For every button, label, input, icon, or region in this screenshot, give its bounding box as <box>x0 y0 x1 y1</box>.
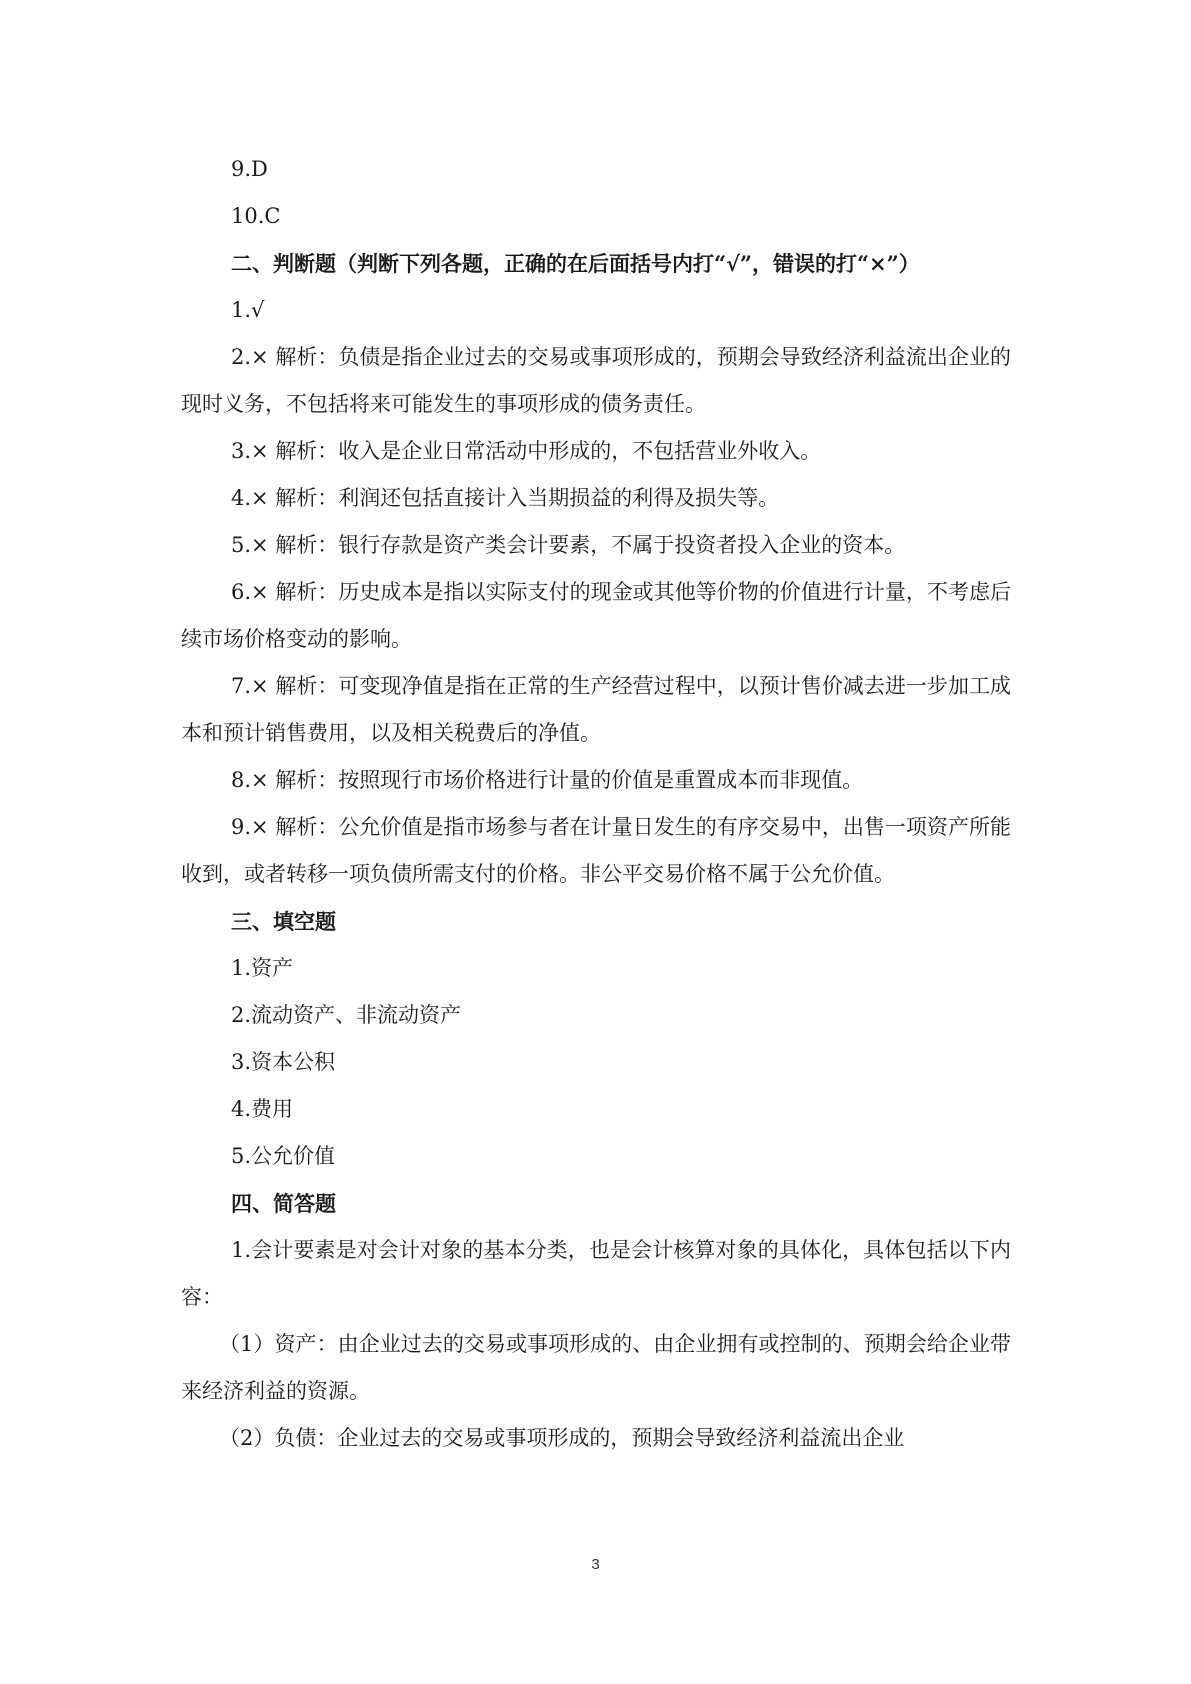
text-line: （1）资产：由企业过去的交易或事项形成的、由企业拥有或控制的、预期会给企业带来经济利益的资源。 <box>181 1332 1011 1403</box>
text-line: 9.× 解析：公允价值是指市场参与者在计量日发生的有序交易中，出售一项资产所能收到，或者转移一项负债所需支付的价格。非公平交易价格不属于公允价值。 <box>181 815 1011 886</box>
text-line: 10.C <box>231 204 281 228</box>
text-line: 1.√ <box>231 298 265 322</box>
text-line: 5.公允价值 <box>231 1144 336 1168</box>
document-body <box>181 146 1011 1462</box>
section-heading: 三、填空题 <box>231 909 336 934</box>
text-line: （2）负债：企业过去的交易或事项形成的，预期会导致经济利益流出企业 <box>219 1426 905 1450</box>
text-line: 7.× 解析：可变现净值是指在正常的生产经营过程中，以预计售价减去进一步加工成本和预计销售费用，以及相关税费后的净值。 <box>181 674 1011 745</box>
text-line: 4.费用 <box>231 1097 294 1121</box>
section-heading: 二、判断题（判断下列各题，正确的在后面括号内打“√”，错误的打“×”） <box>231 251 920 276</box>
text-line: 1.会计要素是对会计对象的基本分类，也是会计核算对象的具体化，具体包括以下内容： <box>181 1238 1011 1309</box>
text-line: 6.× 解析：历史成本是指以实际支付的现金或其他等价物的价值进行计量，不考虑后续市场价格变动的影响。 <box>181 580 1011 651</box>
text-line: 8.× 解析：按照现行市场价格进行计量的价值是重置成本而非现值。 <box>231 768 864 792</box>
text-line: 1.资产 <box>231 956 294 980</box>
text-line: 4.× 解析：利润还包括直接计入当期损益的利得及损失等。 <box>231 486 780 510</box>
text-line: 9.D <box>231 157 268 181</box>
page-number: 3 <box>591 1556 600 1573</box>
text-line: 2.流动资产、非流动资产 <box>231 1003 462 1027</box>
section-heading: 四、简答题 <box>231 1191 336 1216</box>
text-line: 3.资本公积 <box>231 1050 336 1074</box>
text-line: 2.× 解析：负债是指企业过去的交易或事项形成的，预期会导致经济利益流出企业的现时义务，不包括将来可能发生的事项形成的债务责任。 <box>181 345 1011 416</box>
text-line: 3.× 解析：收入是企业日常活动中形成的，不包括营业外收入。 <box>231 439 822 463</box>
text-line: 5.× 解析：银行存款是资产类会计要素，不属于投资者投入企业的资本。 <box>231 533 906 557</box>
